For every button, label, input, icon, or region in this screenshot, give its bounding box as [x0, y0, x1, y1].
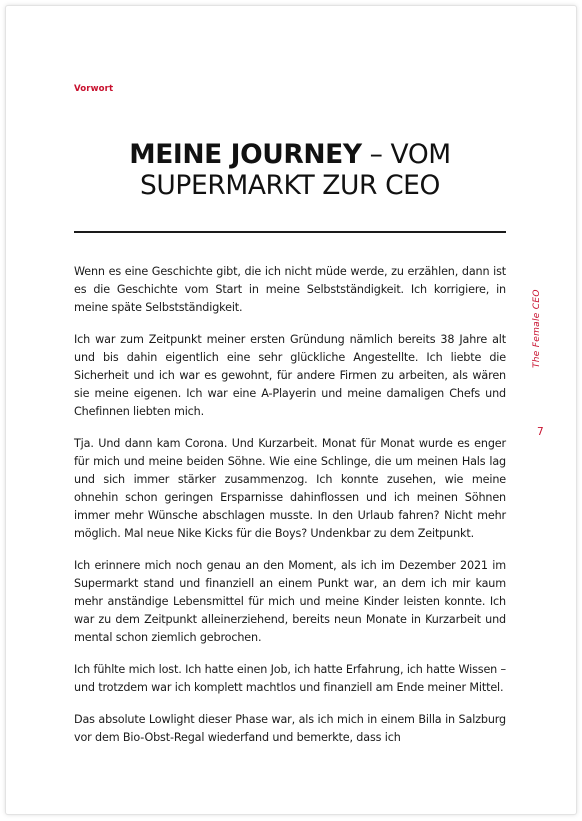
- running-head-text: The Female CEO: [532, 289, 542, 368]
- paragraph-3: Tja. Und dann kam Corona. Und Kurzarbeit. Monat für Monat wurde es enger für mich und meine beiden Söhne. Wie eine Schlinge, die um meinen Hals lag und sich immer stärker zusammenzog. Ich konnte zusehen, wie meine ohnehin schon geringen Ersparnisse dahinflossen und ich meinen Söhnen immer mehr Wünsche abschlagen musste. In den Urlaub fahren? Nicht mehr möglich. Mal neue Nike Kicks für die Boys? Undenkbar zu dem Zeitpunkt.: [74, 437, 506, 540]
- chapter-title-light: – VOM: [361, 139, 451, 170]
- paragraph-1: Wenn es eine Geschichte gibt, die ich nicht müde werde, zu erzählen, dann ist es die Geschichte vom Start in meine Selbstständigkeit. Ich korrigiere, in meine späte Selbstständigkeit.: [74, 265, 506, 314]
- paragraph-5: Ich fühlte mich lost. Ich hatte einen Job, ich hatte Erfahrung, ich hatte Wissen – und trotzdem war ich komplett machtlos und finanziell am Ende meiner Mittel.: [74, 663, 506, 694]
- paragraph-2: Ich war zum Zeitpunkt meiner ersten Gründung nämlich bereits 38 Jahre alt und bis dahin eigentlich eine sehr glückliche Angestellte. Ich liebte die Sicherheit und ich war es gewohnt, für andere Firmen zu arbeiten, als wären sie meine eigenen. Ich war eine A-Playerin und meine damaligen Chefs und Chefinnen liebten mich.: [74, 333, 506, 418]
- chapter-title-line2: SUPERMARKT ZUR CEO: [140, 170, 440, 201]
- running-head: [532, 272, 546, 368]
- paragraph-6: Das absolute Lowlight dieser Phase war, als ich mich in einem Billa in Salzburg vor dem Bio-Obst-Regal wiederfand und bemerkte, dass ich: [74, 713, 506, 744]
- paragraph-4: Ich erinnere mich noch genau an den Moment, als ich im Dezember 2021 im Supermarkt stand und finanziell an einem Punkt war, an dem ich mir kaum mehr anständige Lebensmittel für mich und meine Kinder leisten konnte. Ich war zu dem Zeitpunkt alleinerziehend, bereits neun Monate in Kurzarbeit und mental schon ziemlich gebrochen.: [74, 559, 506, 644]
- section-label: Vorwort: [74, 84, 114, 94]
- chapter-title: [74, 139, 506, 201]
- page-number: 7: [537, 426, 544, 438]
- body-text: [74, 263, 506, 761]
- chapter-title-bold: MEINE JOURNEY: [129, 139, 362, 170]
- title-divider: [74, 231, 506, 233]
